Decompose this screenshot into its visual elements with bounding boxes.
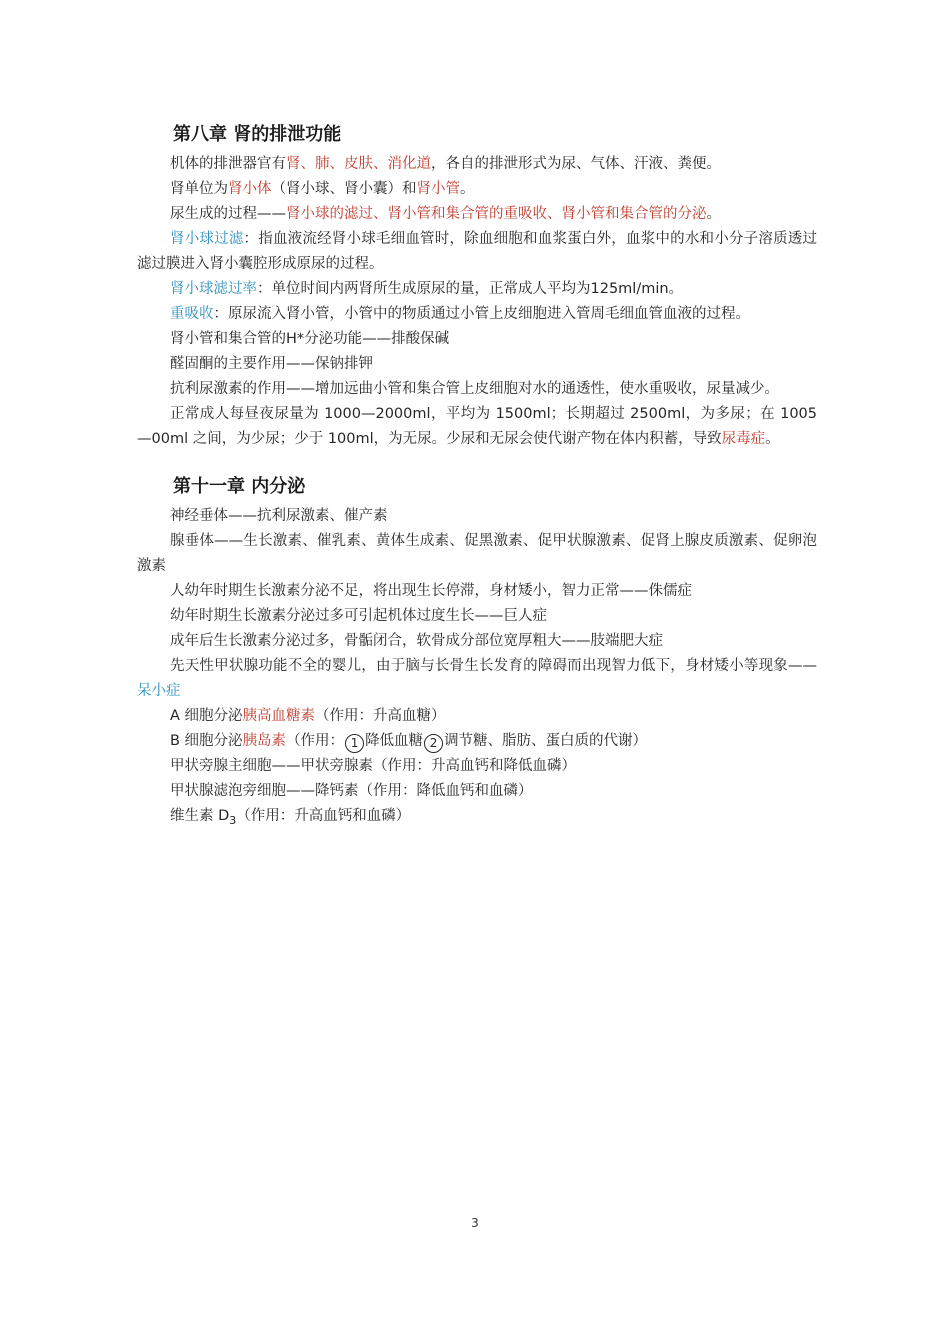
ch11-dwarfism: 人幼年时期生长激素分泌不足，将出现生长停滞，身材矮小，智力正常——侏儒症 [170,583,692,599]
ch11-acromegaly: 成年后生长激素分泌过多，骨骺闭合，软骨成分部位宽厚粗大——肢端肥大症 [170,633,663,649]
ch11-cretinism: 先天性甲状腺功能不全的婴儿，由于脑与长骨生长发育的障碍而出现智力低下，身材矮小等现象——呆小症 [137,658,817,699]
ch8-h-secretion: 肾小管和集合管的H*分泌功能——排酸保碱 [170,331,450,347]
ch8-excretory-organs: 机体的排泄器官有肾、肺、皮肤、消化道，各自的排泄形式为尿、气体、汗液、粪便。 [170,156,721,172]
ch8-urine-volume: 正常成人每昼夜尿量为 1000—2000ml，平均为 1500ml；长期超过 2500ml，为多尿；在 1005—00ml 之间，为少尿；少于 100ml，为无尿。少尿和无尿会使代谢产物在体内积蓄，导致尿毒症。 [137,406,817,447]
circled-number-1: 1 [345,734,364,753]
ch11-calcitonin: 甲状腺滤泡旁细胞——降钙素（作用：降低血钙和血磷） [170,783,533,799]
ch8-adh: 抗利尿激素的作用——增加远曲小管和集合管上皮细胞对水的通透性，使水重吸收，尿量减少。 [170,381,779,397]
ch11-vitamin-d3: 维生素 $D_3$（作用：升高血钙和血磷） [170,808,411,827]
ch8-gfr: 肾小球滤过率：单位时间内两肾所生成原尿的量，正常成人平均为125ml/min。 [170,281,684,297]
ch11-parathyroid: 甲状旁腺主细胞——甲状旁腺素（作用：升高血钙和降低血磷） [170,758,576,774]
ch8-glomerular-filtration: 肾小球过滤：指血液流经肾小球毛细血管时，除血细胞和血浆蛋白外，血浆中的水和小分子溶质透过滤过膜进入肾小囊腔形成原尿的过程。 [137,231,817,272]
chapter-11-title: 第十一章 内分泌 [173,476,306,497]
ch8-nephron: 肾单位为肾小体（肾小球、肾小囊）和肾小管。 [170,181,475,197]
ch8-aldosterone: 醛固酮的主要作用——保钠排钾 [170,356,373,372]
ch11-gigantism: 幼年时期生长激素分泌过多可引起机体过度生长——巨人症 [170,608,547,624]
ch11-neurohypophysis: 神经垂体——抗利尿激素、催产素 [170,508,388,524]
circled-number-2: 2 [424,734,443,753]
chapter-8-title: 第八章 肾的排泄功能 [173,124,342,145]
page-number: 3 [471,1216,479,1230]
page-content [137,122,817,829]
ch11-glucagon: A 细胞分泌胰高血糖素（作用：升高血糖） [170,708,446,724]
ch11-adenohypophysis: 腺垂体——生长激素、催乳素、黄体生成素、促黑激素、促甲状腺激素、促肾上腺皮质激素、促卵泡激素 [137,533,817,574]
ch8-reabsorption: 重吸收：原尿流入肾小管，小管中的物质通过小管上皮细胞进入管周毛细血管血液的过程。 [170,306,750,322]
ch11-insulin: B 细胞分泌胰岛素（作用： 1 降低血糖 2 调节糖、脂肪、蛋白质的代谢） [137,729,817,754]
ch8-urine-formation: 尿生成的过程——肾小球的滤过、肾小管和集合管的重吸收、肾小管和集合管的分泌。 [170,206,721,222]
